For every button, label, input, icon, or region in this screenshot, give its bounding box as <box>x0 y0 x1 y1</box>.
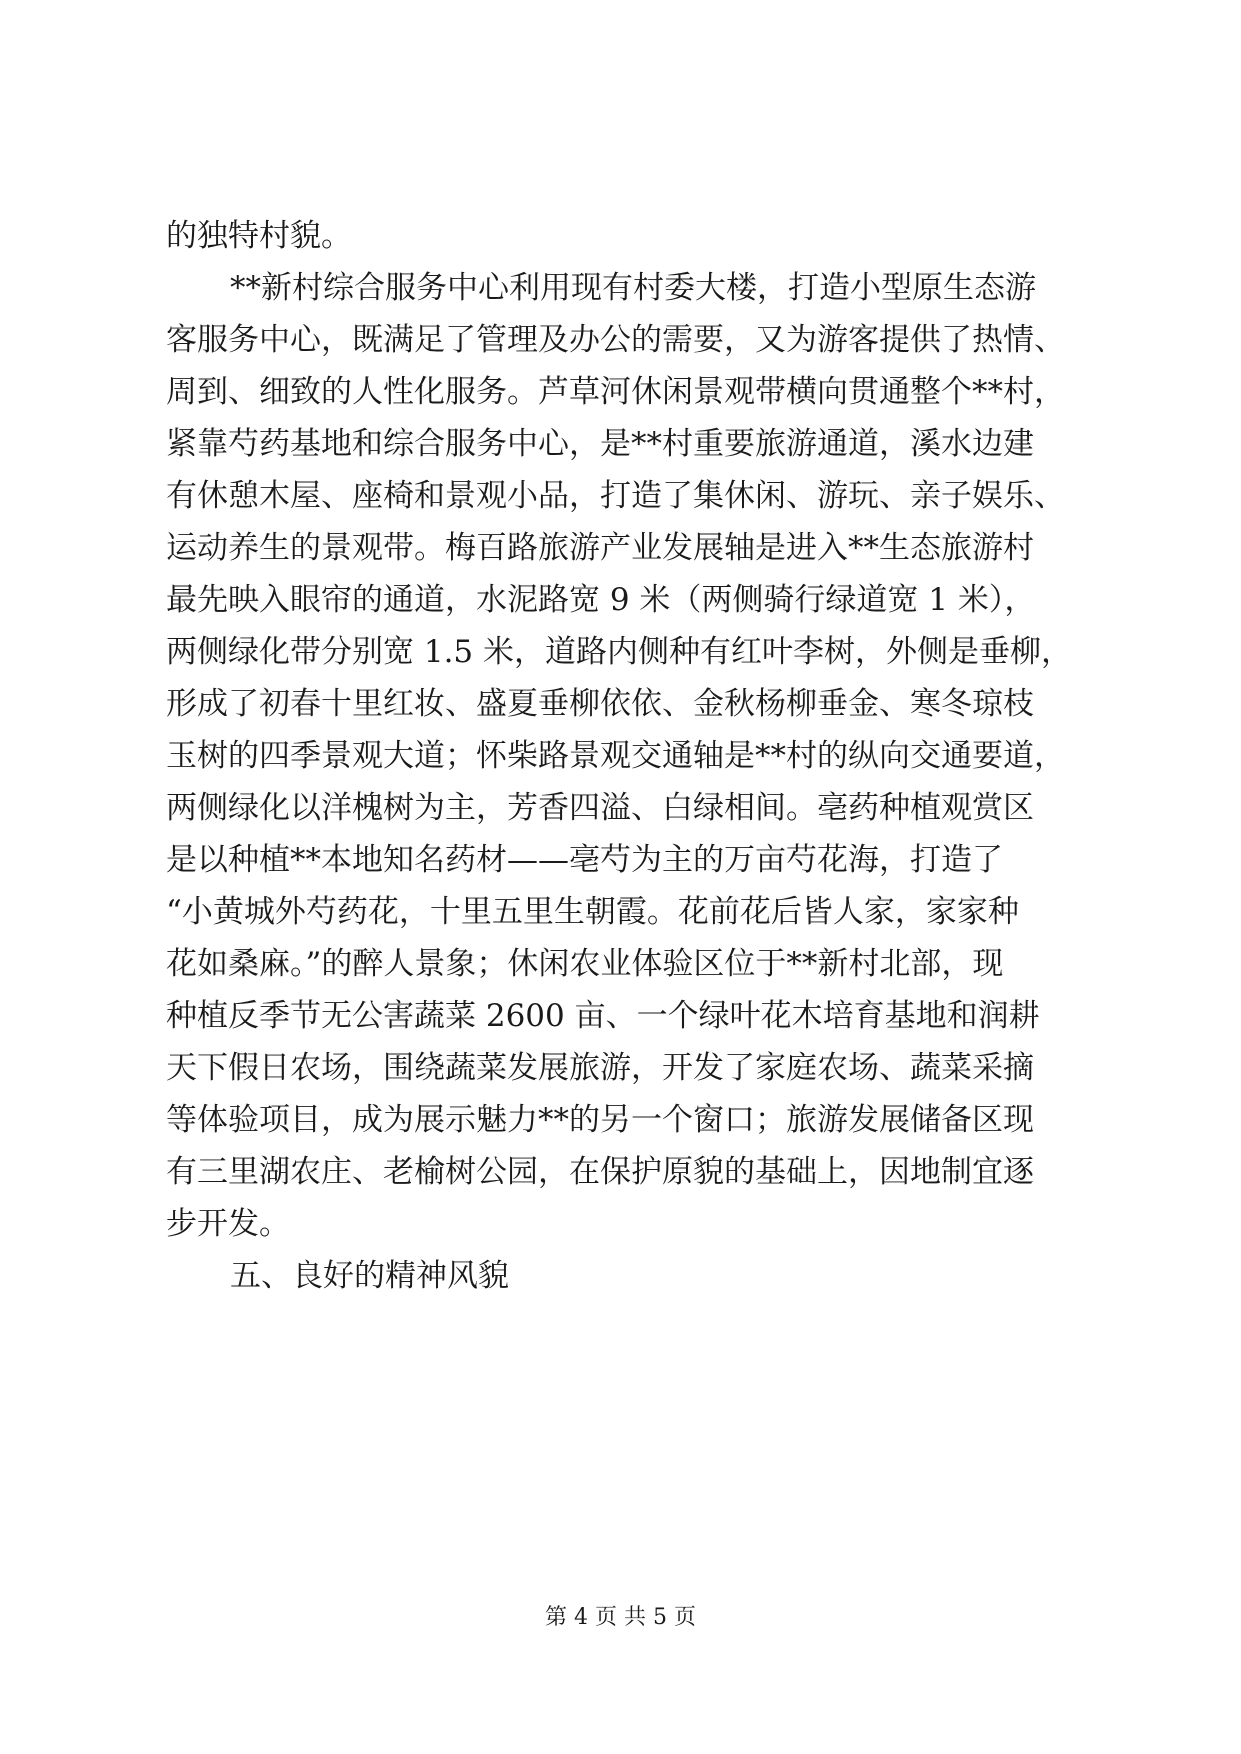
text-line: 运动养生的景观带。梅百路旅游产业发展轴是进入**生态旅游村 <box>166 530 1034 566</box>
text-line: 有三里湖农庄、老榆树公园，在保护原貌的基础上，因地制宜逐 <box>166 1154 1034 1190</box>
text-line: 是以种植**本地知名药材——亳芍为主的万亩芍花海，打造了 <box>166 842 1003 878</box>
text-line: 天下假日农场，围绕蔬菜发展旅游，开发了家庭农场、蔬菜采摘 <box>166 1050 1034 1086</box>
text-line: 步开发。 <box>166 1206 290 1242</box>
text-line: 周到、细致的人性化服务。芦草河休闲景观带横向贯通整个**村， <box>166 374 1065 410</box>
section-heading: 五、良好的精神风貌 <box>230 1258 509 1294</box>
text-line: 两侧绿化带分别宽 1.5 米，道路内侧种有红叶李树，外侧是垂柳， <box>166 634 1073 670</box>
text-line: 的独特村貌。 <box>166 218 352 254</box>
text-line: 有休憩木屋、座椅和景观小品，打造了集休闲、游玩、亲子娱乐、 <box>166 478 1065 514</box>
page-number-footer: 第 4 页 共 5 页 <box>545 1605 696 1630</box>
text-line: 等体验项目，成为展示魅力**的另一个窗口；旅游发展储备区现 <box>166 1102 1034 1138</box>
text-line: “小黄城外芍药花，十里五里生朝霞。花前花后皆人家，家家种 <box>166 894 1019 930</box>
text-line: 形成了初春十里红妆、盛夏垂柳依依、金秋杨柳垂金、寒冬琼枝 <box>166 686 1034 722</box>
text-line: 花如桑麻。”的醉人景象；休闲农业体验区位于**新村北部，现 <box>166 946 1004 982</box>
text-line: 紧靠芍药基地和综合服务中心，是**村重要旅游通道，溪水边建 <box>166 426 1034 462</box>
text-line: 种植反季节无公害蔬菜 2600 亩、一个绿叶花木培育基地和润耕 <box>166 998 1040 1034</box>
paragraph-first-line: **新村综合服务中心利用现有村委大楼，打造小型原生态游 <box>230 270 1036 306</box>
text-line: 玉树的四季景观大道；怀柴路景观交通轴是**村的纵向交通要道， <box>166 738 1065 774</box>
text-line: 最先映入眼帘的通道，水泥路宽 9 米（两侧骑行绿道宽 1 米）， <box>166 582 1036 618</box>
text-line: 客服务中心，既满足了管理及办公的需要，又为游客提供了热情、 <box>166 322 1065 358</box>
text-line: 两侧绿化以洋槐树为主，芳香四溢、白绿相间。亳药种植观赏区 <box>166 790 1034 826</box>
